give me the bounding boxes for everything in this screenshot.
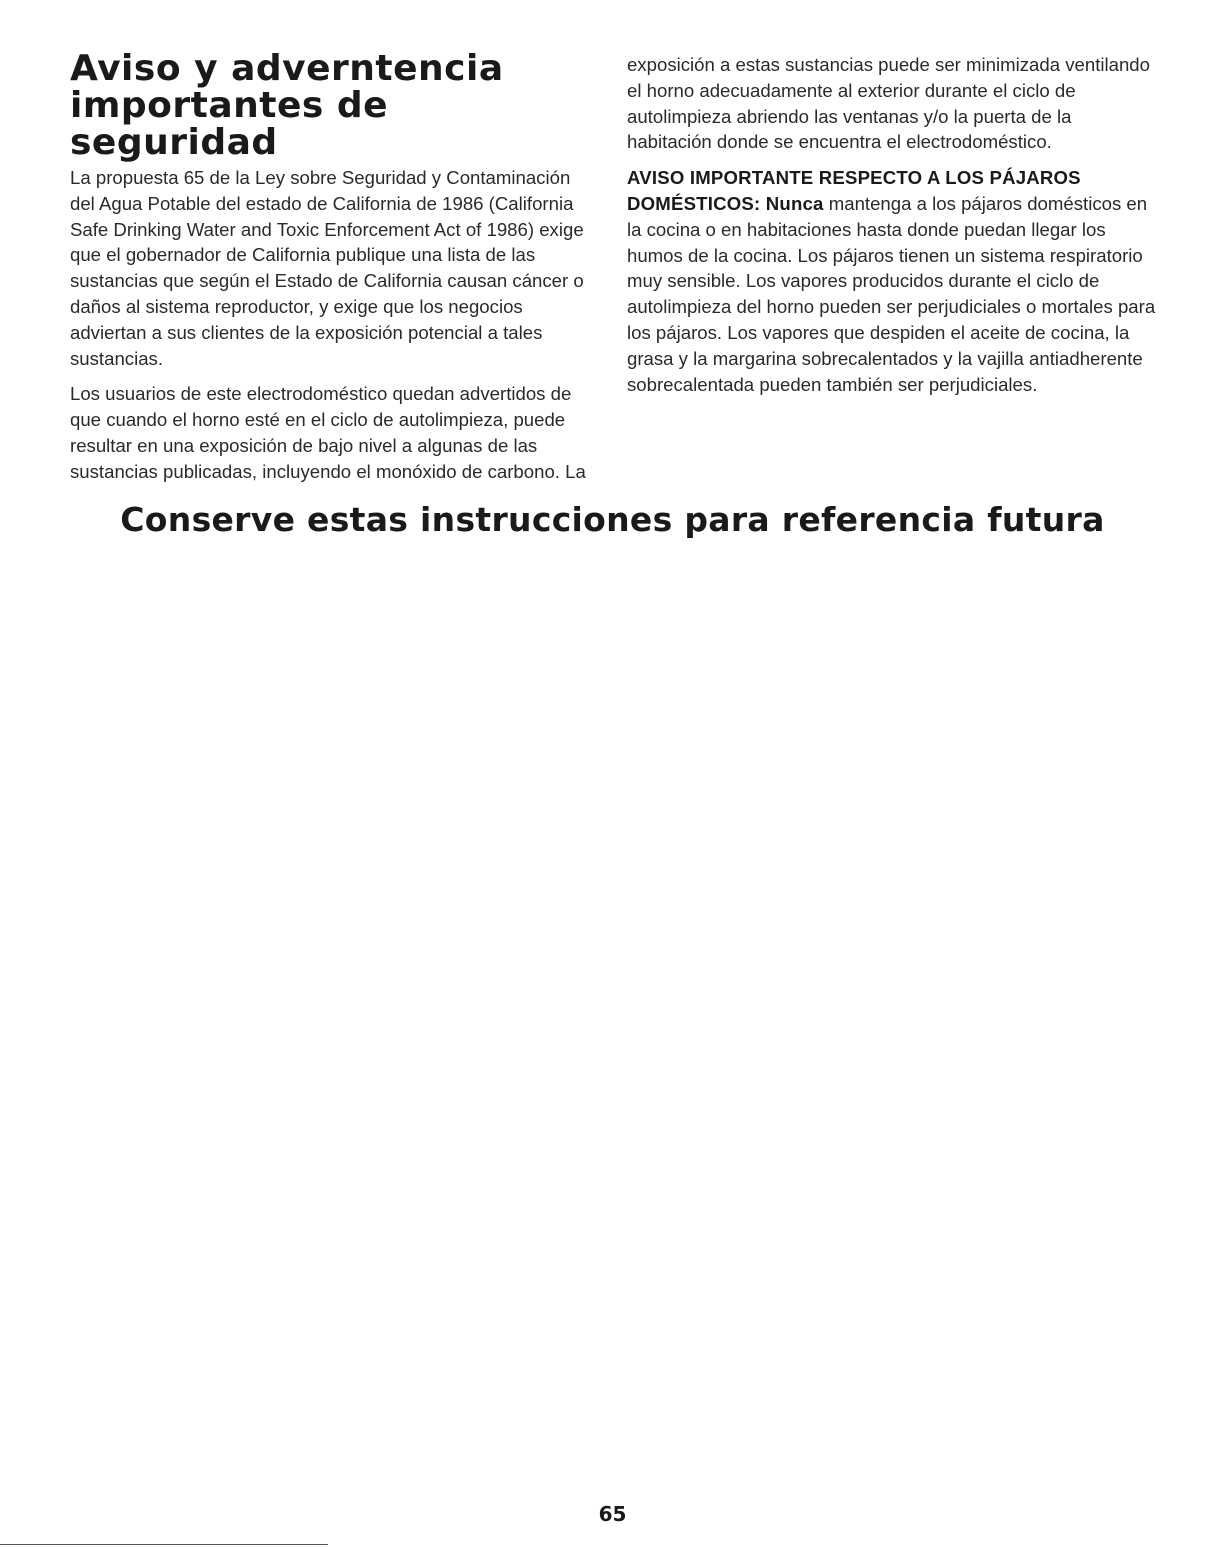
prop65-paragraph: La propuesta 65 de la Ley sobre Seguridad y Contaminación del Agua Potable del estado de California de 1986 (California Safe Drinking Water and Toxic Enforcement Act of 1986) exige que el gobernador de California publique una lista de las sustancias que según el Estado de California causan cáncer o daños al sistema reproductor, y exige que los negocios adviertan a sus clientes de la exposición potencial a tales sustancias. (70, 167, 584, 369)
closing-heading: Conserve estas instrucciones para referencia futura (120, 500, 1105, 539)
birds-notice-text: mantenga a los pájaros domésticos en la cocina o en habitaciones hasta donde puedan llegar los humos de la cocina. Los pájaros tienen un sistema respiratorio muy sensible. Los vapores producidos durante el ciclo de autolimpieza del horno pueden ser perjudiciales o mortales para los pájaros. Los vapores que despiden el aceite de cocina, la grasa y la margarina sobrecalentados y la vajilla antiadherente sobrecalentada pueden también ser perjudiciales. (627, 192, 1156, 395)
birds-notice-paragraph (627, 165, 1157, 397)
footer-rule (0, 1544, 328, 1545)
title-line-2: importantes de seguridad (70, 85, 389, 163)
left-column (70, 50, 598, 485)
birds-notice-heading: AVISO IMPORTANTE RESPECTO A LOS PÁJAROS DOMÉSTICOS: Nunca (627, 167, 1081, 214)
ventilation-paragraph: exposición a estas sustancias puede ser minimizada ventilando el horno adecuadamente al exterior durante el ciclo de autolimpieza abriendo las ventanas y/o la puerta de la habitación donde se encuentra el electrodoméstico. (627, 54, 1150, 153)
page-number: 65 (598, 1502, 627, 1526)
page-title (70, 50, 598, 161)
right-column (627, 52, 1157, 397)
self-clean-warning-paragraph: Los usuarios de este electrodoméstico quedan advertidos de que cuando el horno esté en el ciclo de autolimpieza, puede resultar en una exposición de bajo nivel a algunas de las sustancias publicadas, incluyendo el monóxido de carbono. La (70, 383, 586, 482)
title-line-1: Aviso y adverntencia (70, 48, 504, 89)
